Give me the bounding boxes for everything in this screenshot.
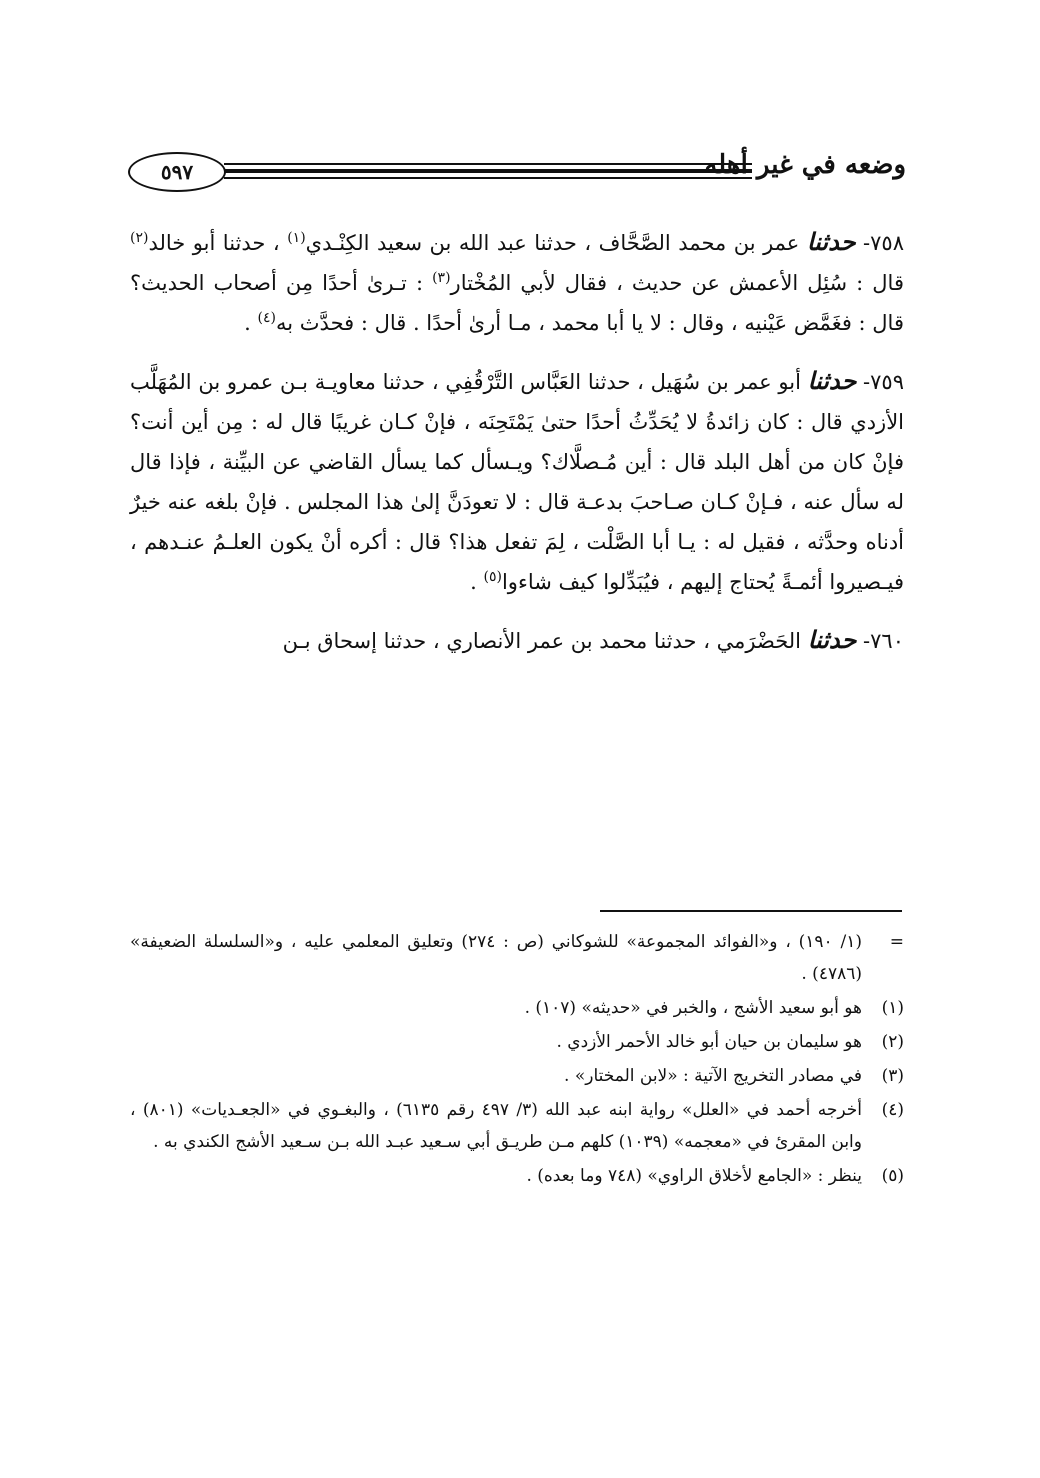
- hadith-text: أبو عمر بن سُهَيل ، حدثنا العَبَّاس التَّرْقُفِي ، حدثنا معاويـة بـن عمرو بن المُهَلَّب الأزدي قال : كان زائدةُ لا يُحَدِّثُ أحدًا حتىٰ يَمْتَحِنَه ، فإنْ كـان غريبًا قال له : مِن أين أنت؟ فإنْ كان من أهل البلد قال : أين مُـصلَّاك؟ ويـسأل كما يسأل القاضي عن البيِّنة ، فإذا قال له سأل عنه ، فـإنْ كـان صـاحبَ بدعـة قال : لا تعودَنَّ إلىٰ هذا المجلس . فإنْ بلغه عنه خيرٌ أدناه وحدَّثه ، فقيل له : يـا أبا الصَّلْت ، لِمَ تفعل هذا؟ قال : أكره أنْ يكون العلـمُ عنـدهم ، فيـصيروا أئمـةً يُحتاج إليهم ، فيُبَدِّلوا كيف شاءوا: [130, 370, 904, 594]
- footnote-ref: (٥): [483, 569, 502, 585]
- haddathana-word: حدثنا: [806, 227, 856, 256]
- footnote-mark: (٤): [881, 1100, 904, 1120]
- footnote-text: في مصادر التخريج الآتية : «لابن المختار» .: [564, 1066, 862, 1086]
- hadith-758: [130, 222, 904, 343]
- hadith-number: ٧٥٨-: [863, 231, 904, 255]
- hadith-text: عمر بن محمد الصَّحَّاف ، حدثنا عبد الله بن سعيد الكِنْـدي: [305, 231, 800, 255]
- hadith-760: [130, 620, 904, 661]
- footnote-separator: [600, 910, 902, 912]
- footnote-text: ينظر : «الجامع لأخلاق الراوي» (٧٤٨ وما بعده) .: [526, 1166, 862, 1186]
- footnote-text: هو سليمان بن حيان أبو خالد الأحمر الأزدي .: [556, 1032, 862, 1052]
- hadith-text: ، حدثنا أبو خالد: [148, 231, 280, 255]
- main-text: [130, 222, 904, 679]
- hadith-text: : تـرىٰ أحدًا مِن أصحاب الحديث؟ قال : فغَمَّض عَيْنيه ، وقال : لا يا أبا محمد ، مـا أرىٰ أحدًا . قال : فحدَّث به: [130, 271, 904, 335]
- footnote-item: [130, 1160, 904, 1192]
- hadith-text: قال : سُئِل الأعمش عن حديث ، فقال لأبي المُخْتار: [450, 271, 904, 295]
- running-title: وضعه في غير أهله: [704, 150, 906, 180]
- footnote-text: هو أبو سعيد الأشج ، والخبر في «حديثه» (١٠٧) .: [524, 998, 862, 1018]
- footnote-ref: (٤): [257, 310, 276, 326]
- footnote-mark: (١): [881, 998, 904, 1018]
- haddathana-word: حدثنا: [807, 625, 857, 654]
- hadith-text: .: [244, 311, 251, 335]
- footnote-item: [130, 1094, 904, 1158]
- hadith-759: [130, 361, 904, 602]
- footnote-text: (١/ ١٩٠) ، و«الفوائد المجموعة» للشوكاني (ص : ٢٧٤) وتعليق المعلمي عليه ، و«السلسلة الضعيفة» (٤٧٨٦) .: [130, 932, 862, 984]
- header-rule: [224, 163, 752, 183]
- page-header: [128, 150, 906, 200]
- hadith-number: ٧٦٠-: [863, 629, 904, 653]
- hadith-text: .: [470, 570, 477, 594]
- haddathana-word: حدثنا: [807, 366, 857, 395]
- footnote-item: [130, 992, 904, 1024]
- footnote-ref: (٣): [432, 270, 451, 286]
- footnote-item: [130, 1060, 904, 1092]
- footnotes: [130, 926, 904, 1194]
- footnote-mark: (٢): [881, 1032, 904, 1052]
- page-number: ٥٩٧: [128, 152, 226, 192]
- hadith-number: ٧٥٩-: [863, 370, 904, 394]
- footnote-mark: (٥): [881, 1166, 904, 1186]
- footnote-item: [130, 926, 904, 990]
- footnote-mark: (٣): [881, 1066, 904, 1086]
- footnote-mark: =: [889, 932, 904, 952]
- footnote-ref: (٢): [130, 230, 149, 246]
- hadith-text: الحَضْرَمي ، حدثنا محمد بن عمر الأنصاري ، حدثنا إسحاق بـن: [282, 629, 801, 653]
- footnote-item: [130, 1026, 904, 1058]
- footnote-text: أخرجه أحمد في «العلل» رواية ابنه عبد الله (٣/ ٤٩٧ رقم ٦١٣٥) ، والبغـوي في «الجعـديات» (٨٠١) ، وابن المقرئ في «معجمه» (١٠٣٩) كلهم مـن طريـق أبي سـعيد عبـد الله بـن سـعيد الأشج الكندي به .: [130, 1100, 862, 1152]
- footnote-ref: (١): [287, 230, 306, 246]
